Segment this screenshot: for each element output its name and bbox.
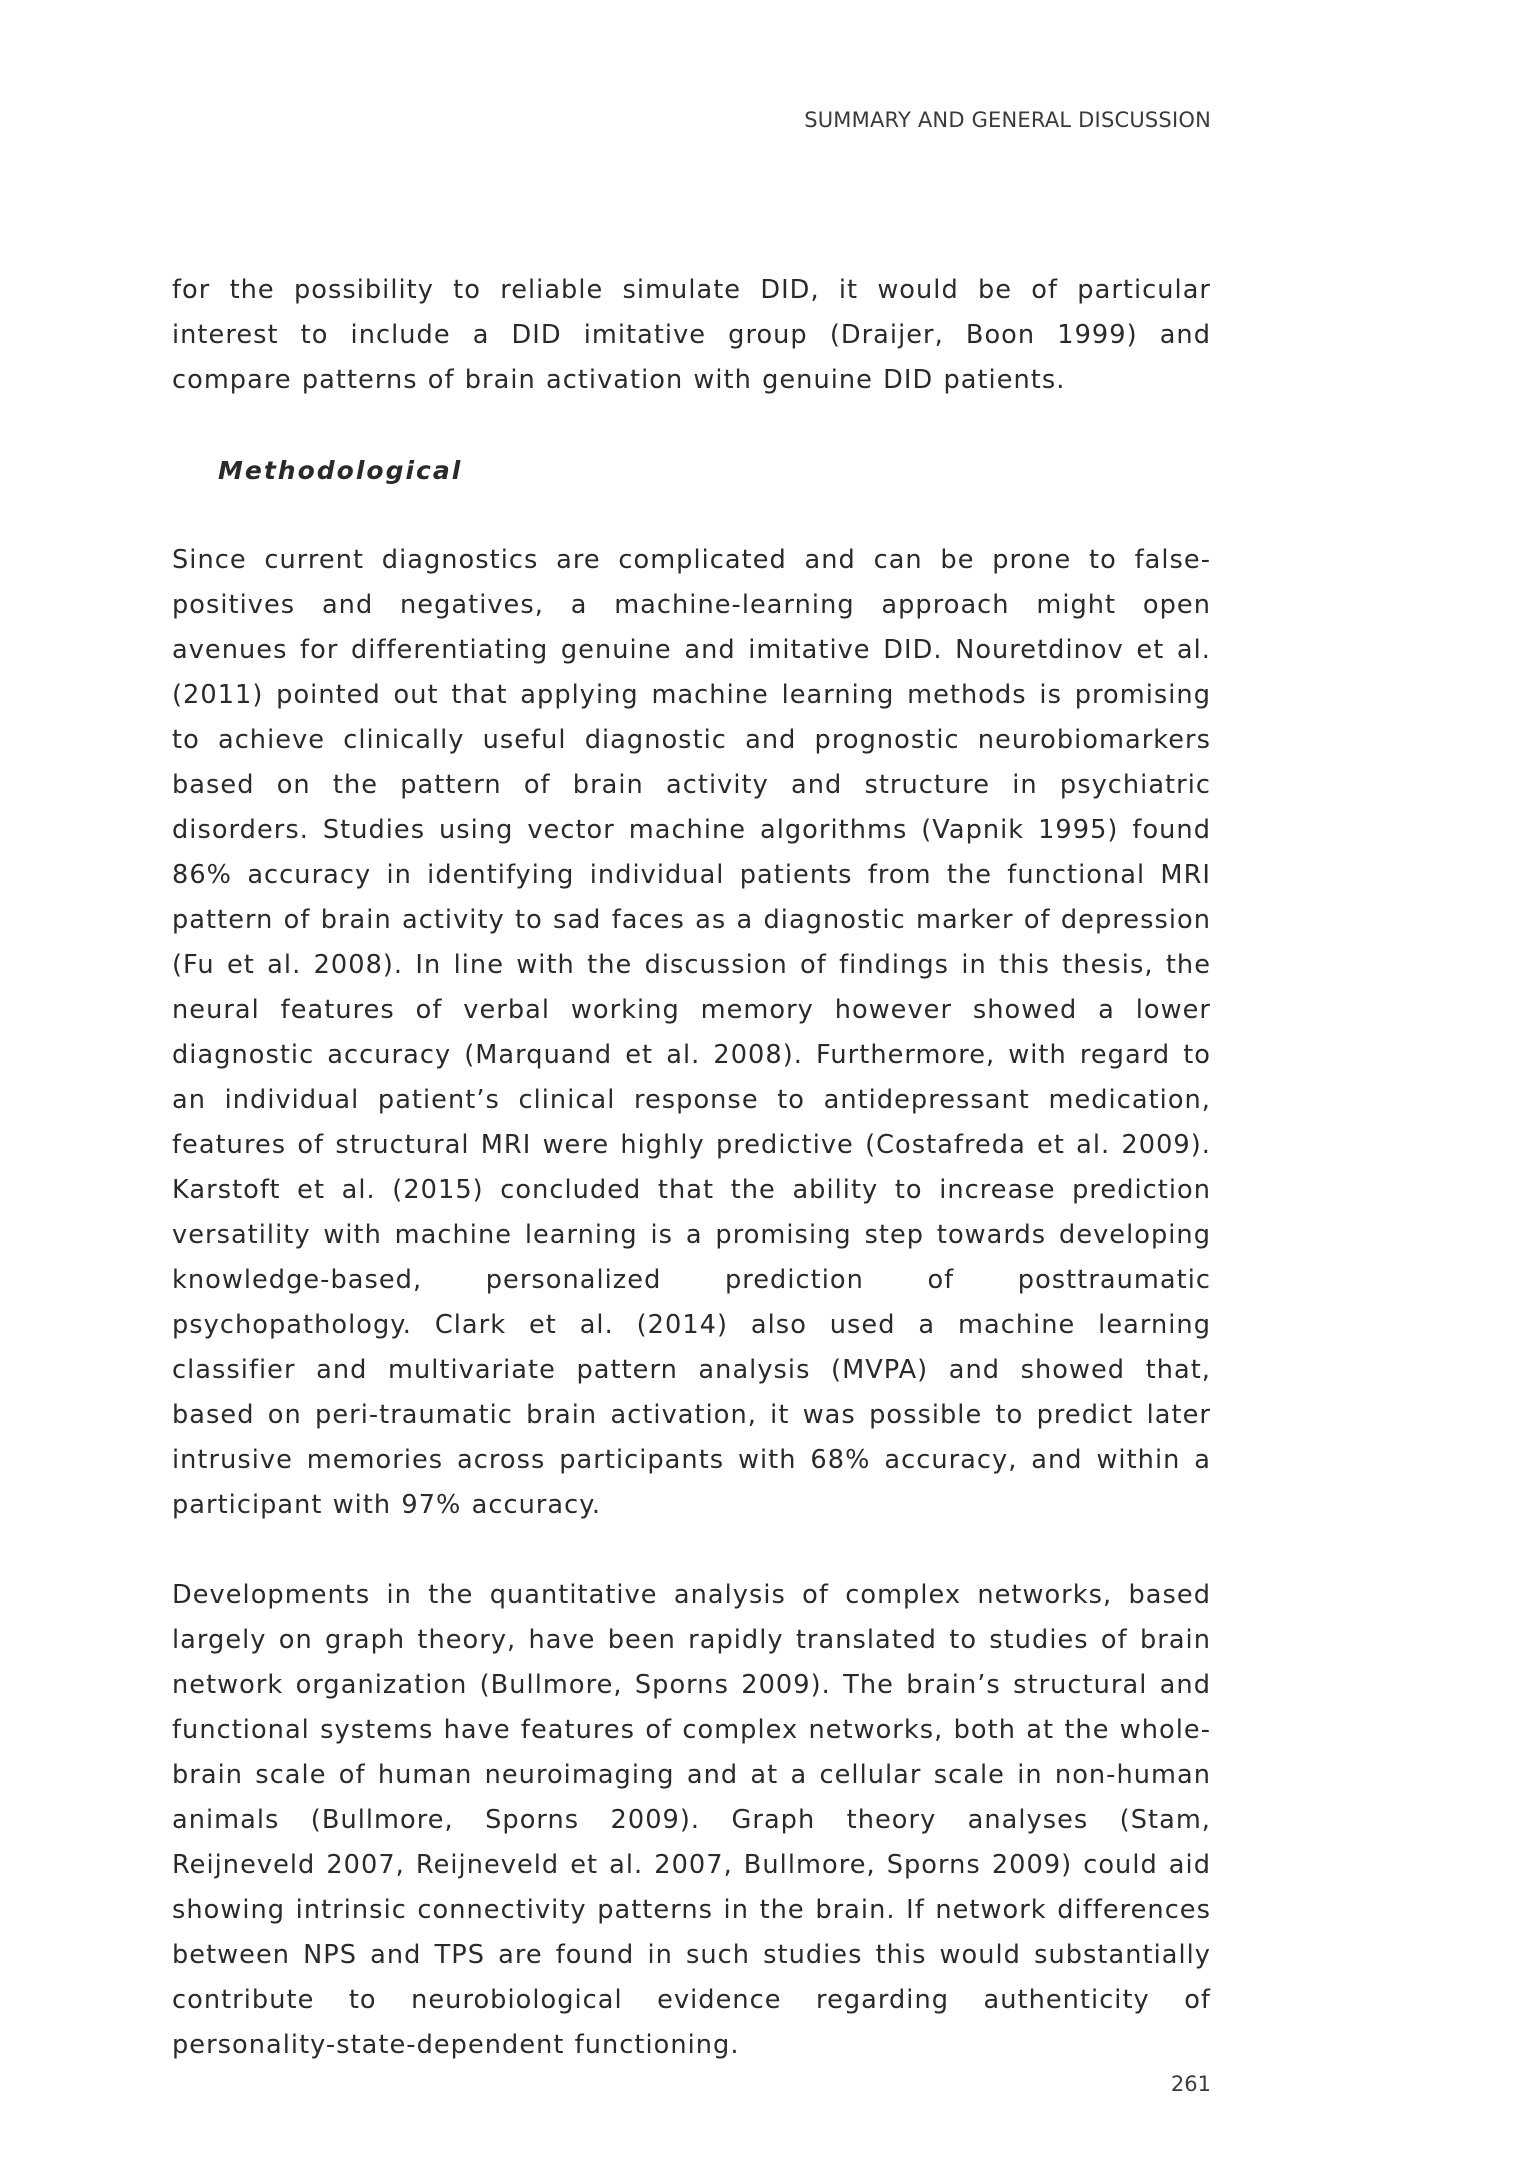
paragraph-2: Since current diagnostics are complicated and can be prone to false-positives and negatives, a machine-learning approach might open avenues for differentiating genuine and imitative DID. Nouretdinov et al. (2011) pointed out that applying machine learning methods is promising to achieve clinically useful diagnostic and prognostic neurobiomarkers based on the pattern of brain activity and structure in psychiatric disorders. Studies using vector machine algorithms (Vapnik 1995) found 86% accuracy in identifying individual patients from the functional MRI pattern of brain activity to sad faces as a diagnostic marker of depression (Fu et al. 2008). In line with the discussion of findings in this thesis, the neural features of verbal working memory however showed a lower diagnostic accuracy (Marquand et al. 2008). Furthermore, with regard to an individual patient’s clinical response to antidepressant medication, features of structural MRI were highly predictive (Costafreda et al. 2009). Karstoft et al. (2015) concluded that the ability to increase prediction versatility with machine learning is a promising step towards developing knowledge-based, personalized prediction of posttraumatic psychopathology. Clark et al. (2014) also used a machine learning classifier and multivariate pattern analysis (MVPA) and showed that, based on peri-traumatic brain activation, it was possible to predict later intrusive memories across participants with 68% accuracy, and within a participant with 97% accuracy.: [172, 545, 1211, 1520]
paragraph-1: for the possibility to reliable simulate DID, it would be of particular interest to include a DID imitative group (Draijer, Boon 1999) and compare patterns of brain activation with genuine DID patients.: [172, 275, 1211, 395]
page-number: 261: [1170, 2072, 1211, 2096]
section-subheading: Methodological: [218, 456, 463, 485]
body-text: [172, 268, 1211, 2113]
paragraph-3: Developments in the quantitative analysis of complex networks, based largely on graph theory, have been rapidly translated to studies of brain network organization (Bullmore, Sporns 2009). The brain’s structural and functional systems have features of complex networks, both at the whole-brain scale of human neuroimaging and at a cellular scale in non-human animals (Bullmore, Sporns 2009). Graph theory analyses (Stam, Reijneveld 2007, Reijneveld et al. 2007, Bullmore, Sporns 2009) could aid showing intrinsic connectivity patterns in the brain. If network differences between NPS and TPS are found in such studies this would substantially contribute to neurobiological evidence regarding authenticity of personality-state-dependent functioning.: [172, 1580, 1211, 2060]
running-header: SUMMARY AND GENERAL DISCUSSION: [804, 108, 1211, 132]
